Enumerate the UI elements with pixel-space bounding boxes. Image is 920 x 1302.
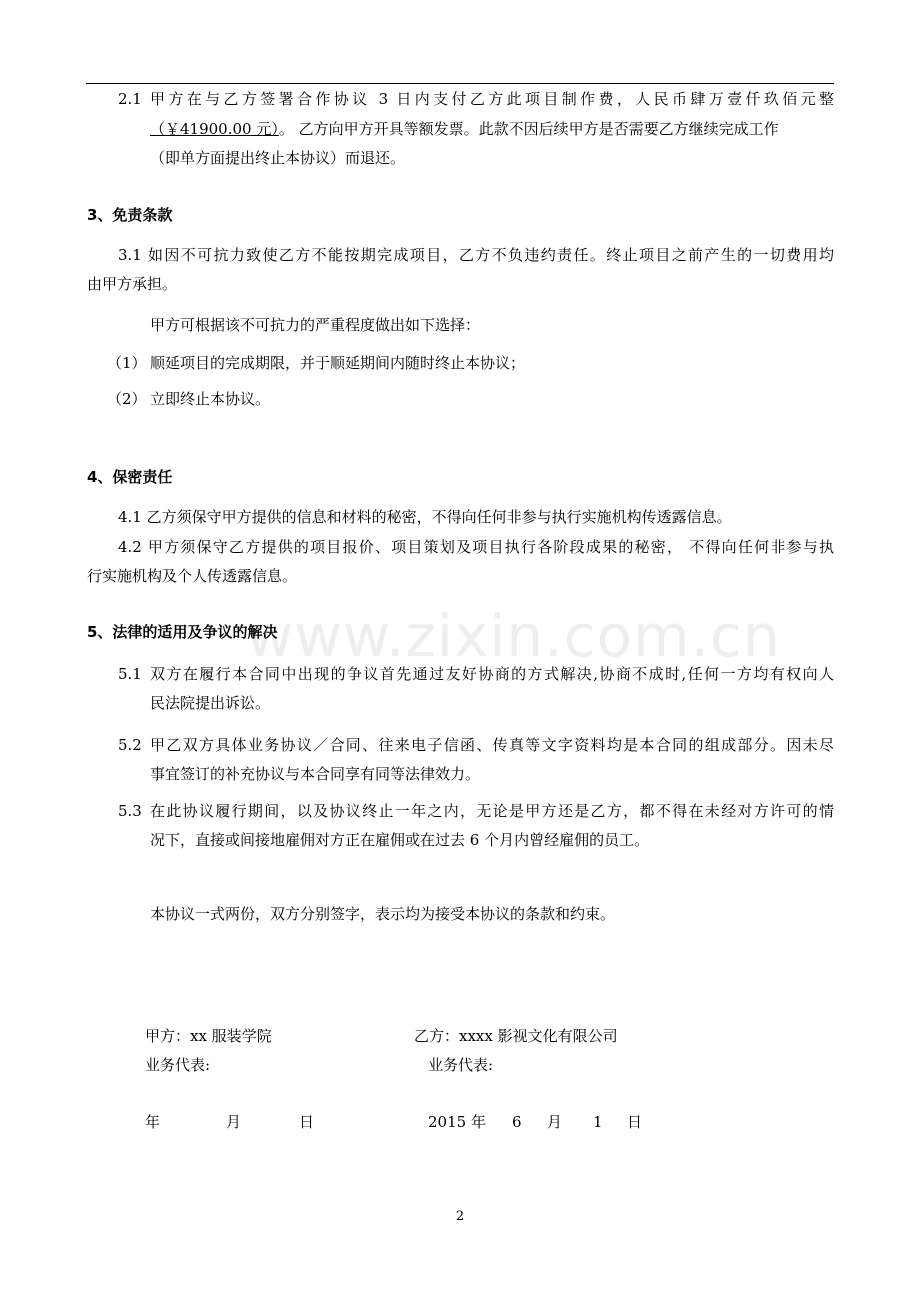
clause-4-2-line-1: 4.2 甲方须保守乙方提供的项目报价、项目策划及项目执行各阶段成果的秘密， 不得向任何非参与执	[118, 538, 834, 556]
clause-5-3-number: 5.3	[118, 802, 142, 820]
header-rule	[86, 83, 834, 84]
party-b-date-month: 月	[547, 1113, 563, 1131]
clause-5-2-number: 5.2	[118, 736, 142, 754]
watermark: www.zixin.com.cn	[246, 602, 781, 670]
clause-5-3-line-1: 在此协议履行期间，以及协议终止一年之内，无论是甲方还是乙方，都不得在未经对方许可的情	[150, 802, 834, 820]
clause-2-1-line-1: 2.1 甲方在与乙方签署合作协议 3 日内支付乙方此项目制作费，人民币肆万壹仟玖佰元整	[118, 90, 834, 108]
option-2-text: 立即终止本协议。	[150, 390, 271, 408]
party-b-label: 乙方：xxxx 影视文化有限公司	[414, 1027, 618, 1045]
option-1-text: 顺延项目的完成期限，并于顺延期间内随时终止本协议；	[150, 354, 526, 372]
party-b-representative: 业务代表:	[428, 1056, 494, 1074]
party-a-date-day: 日	[299, 1113, 315, 1131]
payment-amount: （￥41900.00 元）	[150, 120, 279, 138]
section-3-heading: 3、免责条款	[87, 206, 173, 224]
clause-5-1-number: 5.1	[118, 665, 142, 683]
clause-5-2-line-2: 事宜签订的补充协议与本合同享有同等法律效力。	[150, 765, 481, 783]
clause-4-1: 4.1 乙方须保守甲方提供的信息和材料的秘密，不得向任何非参与执行实施机构传透露信息。	[118, 508, 732, 526]
clause-2-1-line-2-rest: 。 乙方向甲方开具等额发票。此款不因后续甲方是否需要乙方继续完成工作	[278, 120, 779, 138]
party-b-date-month-value: 6	[512, 1113, 522, 1131]
clause-5-1-line-2: 民法院提出诉讼。	[150, 694, 271, 712]
clause-4-2-line-2: 行实施机构及个人传透露信息。	[87, 567, 298, 585]
option-1-number: （1）	[107, 354, 147, 372]
clause-2-1-line-3: （即单方面提出终止本协议）而退还。	[150, 149, 406, 167]
section-5-heading: 5、法律的适用及争议的解决	[87, 623, 278, 641]
clause-3-choice-intro: 甲方可根据该不可抗力的严重程度做出如下选择：	[150, 316, 481, 334]
clause-3-1-line-1: 3.1 如因不可抗力致使乙方不能按期完成项目，乙方不负违约责任。终止项目之前产生的一切费用均	[118, 246, 834, 264]
party-a-date-month: 月	[226, 1113, 242, 1131]
page-number: 2	[455, 1209, 465, 1224]
closing-statement: 本协议一式两份，双方分别签字，表示均为接受本协议的条款和约束。	[150, 905, 616, 923]
party-b-date-day: 日	[627, 1113, 643, 1131]
party-a-date-year: 年	[145, 1113, 161, 1131]
clause-2-1-line-2	[150, 119, 834, 139]
clause-5-3-line-2: 况下，直接或间接地雇佣对方正在雇佣或在过去 6 个月内曾经雇佣的员工。	[150, 831, 650, 849]
option-2-number: （2）	[107, 390, 147, 408]
party-b-date-year: 2015 年	[428, 1113, 486, 1131]
party-a-representative: 业务代表:	[145, 1056, 211, 1074]
section-4-heading: 4、保密责任	[87, 468, 173, 486]
party-a-label: 甲方：xx 服装学院	[145, 1027, 272, 1045]
clause-3-1-line-2: 由甲方承担。	[87, 275, 178, 293]
clause-5-2-line-1: 甲乙双方具体业务协议／合同、往来电子信函、传真等文字资料均是本合同的组成部分。因未尽	[150, 736, 834, 754]
clause-5-1-line-1: 双方在履行本合同中出现的争议首先通过友好协商的方式解决,协商不成时,任何一方均有权向人	[150, 665, 834, 683]
party-b-date-day-value: 1	[593, 1113, 603, 1131]
